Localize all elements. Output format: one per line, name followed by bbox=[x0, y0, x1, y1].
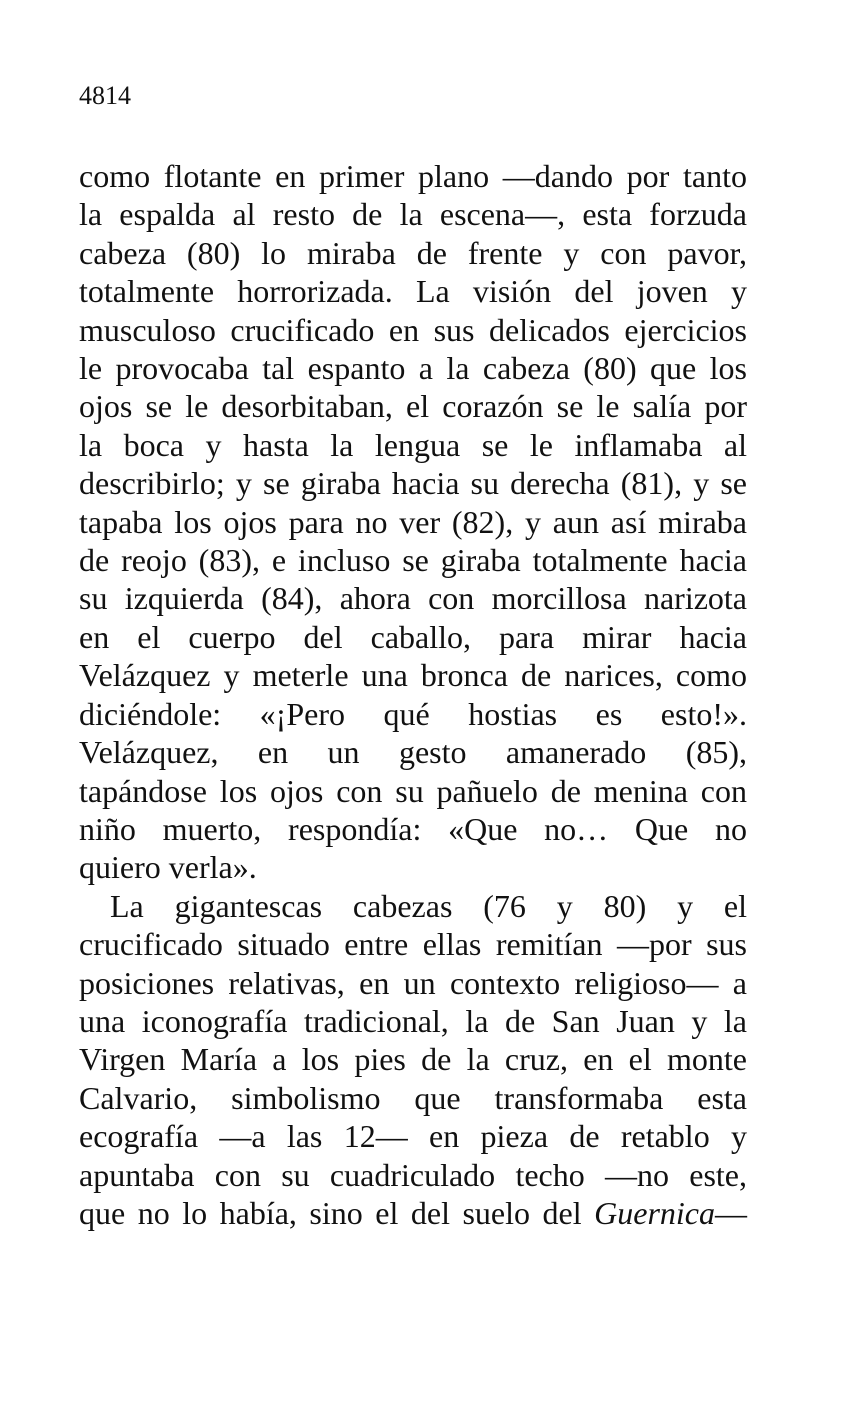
text-line: tapaba los ojos para no ver (82), y aun así miraba bbox=[79, 503, 747, 540]
text-line: musculoso crucificado en sus delicados ejercicios bbox=[79, 311, 747, 348]
text-line: describirlo; y se giraba hacia su derecha (81), y se bbox=[79, 465, 747, 502]
text-line-final bbox=[79, 1194, 747, 1232]
text-line: niño muerto, respondía: «Que no… Que no bbox=[79, 810, 747, 847]
text-line: en el cuerpo del caballo, para mirar hacia bbox=[79, 618, 747, 655]
text-line: Calvario, simbolismo que transformaba esta bbox=[79, 1079, 747, 1116]
text-line: su izquierda (84), ahora con morcillosa narizota bbox=[79, 580, 747, 617]
text-line: la espalda al resto de la escena—, esta forzuda bbox=[79, 196, 747, 233]
text-line: una iconografía tradicional, la de San Juan y la bbox=[79, 1002, 747, 1039]
italic-title: Guernica bbox=[594, 1194, 715, 1231]
text-line: Velázquez, en un gesto amanerado (85), bbox=[79, 734, 747, 771]
text-line: ecografía —a las 12— en pieza de retablo y bbox=[79, 1118, 747, 1155]
text-line: quiero verla». bbox=[79, 849, 257, 886]
text-line: Virgen María a los pies de la cruz, en el monte bbox=[79, 1041, 747, 1078]
text-line: Velázquez y meterle una bronca de narices, como bbox=[79, 657, 747, 694]
text-line: totalmente horrorizada. La visión del joven y bbox=[79, 273, 747, 310]
text-line: posiciones relativas, en un contexto religioso— a bbox=[79, 964, 747, 1001]
text-line: cabeza (80) lo miraba de frente y con pavor, bbox=[79, 234, 747, 271]
text-line: le provocaba tal espanto a la cabeza (80) que los bbox=[79, 350, 747, 387]
text-line: La gigantescas cabezas (76 y 80) y el bbox=[110, 887, 747, 924]
paragraph-2 bbox=[79, 887, 747, 1233]
text-line: la boca y hasta la lengua se le inflamaba al bbox=[79, 426, 747, 463]
text-line: apuntaba con su cuadriculado techo —no este, bbox=[79, 1156, 747, 1193]
text-line: como flotante en primer plano —dando por tanto bbox=[79, 158, 747, 194]
text-line: diciéndole: «¡Pero qué hostias es esto!». bbox=[79, 695, 747, 732]
text-fragment: — bbox=[715, 1194, 747, 1231]
body-text bbox=[79, 157, 747, 1232]
paragraph-1 bbox=[79, 157, 747, 887]
page-number: 4814 bbox=[79, 81, 131, 110]
text-fragment: que no lo había, sino el del suelo del bbox=[79, 1194, 595, 1231]
text-line: crucificado situado entre ellas remitían —por sus bbox=[79, 926, 747, 963]
text-line: de reojo (83), e incluso se giraba totalmente hacia bbox=[79, 542, 747, 579]
text-line: ojos se le desorbitaban, el corazón se le salía por bbox=[79, 388, 747, 425]
text-line: tapándose los ojos con su pañuelo de menina con bbox=[79, 772, 747, 809]
